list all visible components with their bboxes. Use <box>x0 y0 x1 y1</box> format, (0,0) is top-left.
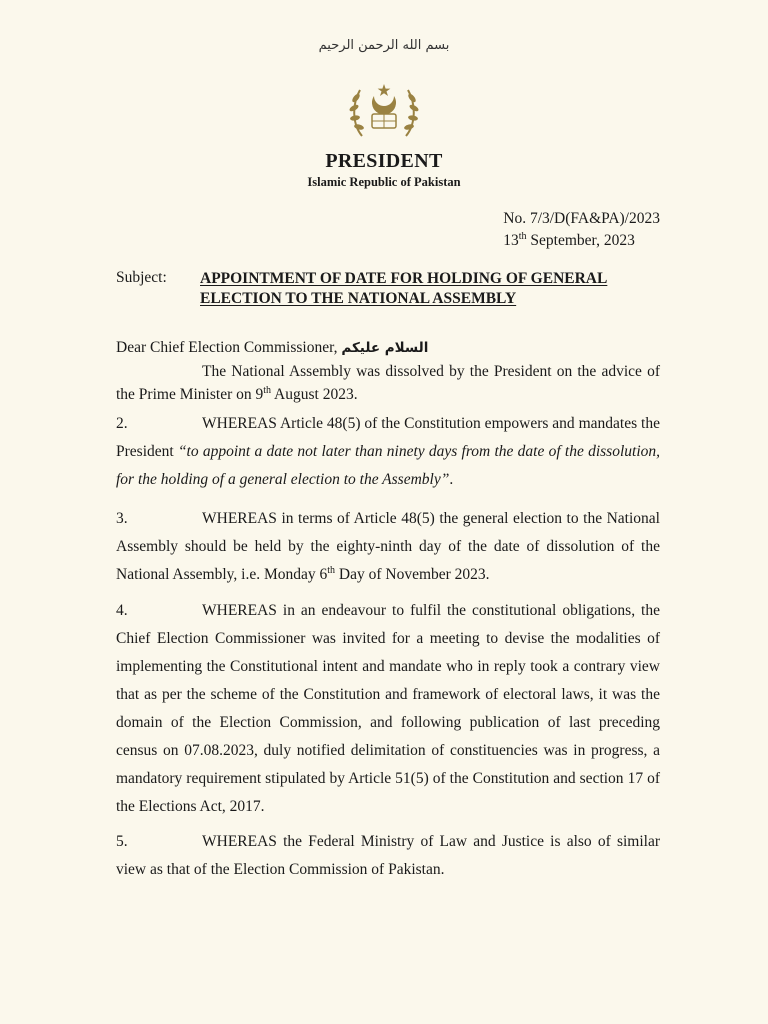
subject-text: APPOINTMENT OF DATE FOR HOLDING OF GENERAL ELECTION TO THE NATIONAL ASSEMBLY <box>200 270 608 307</box>
paragraph-number: 3. <box>116 510 128 527</box>
reference-number: No. 7/3/D(FA&PA)/2023 <box>503 210 660 227</box>
p1-text-a: The National Assembly was dissolved by the President on the advice of the Prime Minister on 9 <box>116 363 660 403</box>
p3-text-b: Day of November 2023. <box>335 566 490 583</box>
paragraph-3 <box>116 505 660 589</box>
paragraph-number: 5. <box>116 833 128 850</box>
p3-text-a: WHEREAS in terms of Article 48(5) the general election to the National Assembly should be held by the eighty-ninth day of the date of dissolution of the National Assembly, i.e. Monday 6 <box>116 510 660 583</box>
salutation <box>116 339 428 357</box>
salutation-text: Dear Chief Election Commissioner, <box>116 339 342 356</box>
state-emblem-icon <box>344 74 424 146</box>
office-subtitle: Islamic Republic of Pakistan <box>307 175 461 189</box>
paragraph-number: 4. <box>116 602 128 619</box>
p4-text: WHEREAS in an endeavour to fulfil the constitutional obligations, the Chief Election Commissioner was invited for a meeting to devise the modalities of implementing the Constitutional intent and mandate who in reply took a contrary view that as per the scheme of the Constitution and framework of electoral laws, it was the domain of the Election Commission, and following publication of last preceding census on 07.08.2023, duly notified delimitation of constituencies was in progress, a mandatory requirement stipulated by Article 51(5) of the Constitution and section 17 of the Elections Act, 2017. <box>116 602 660 815</box>
date-day: 13 <box>503 232 519 249</box>
date-rest: September, 2023 <box>526 232 635 249</box>
p1-sup: th <box>263 384 272 396</box>
reference-block <box>503 208 660 252</box>
salutation-urdu: السلام علیکم <box>341 340 429 356</box>
paragraph-4 <box>116 597 660 821</box>
reference-date <box>503 230 660 252</box>
p5-text: WHEREAS the Federal Ministry of Law and Justice is also of similar view as that of the Election Commission of Pakistan. <box>116 833 660 878</box>
paragraph-5 <box>116 828 660 884</box>
p2-quote: “to appoint a date not later than ninety days from the date of the dissolution, for the holding of a general election to the Assembly” <box>116 443 660 488</box>
paragraph-1 <box>116 360 660 406</box>
p1-text-b: August 2023. <box>271 386 358 403</box>
bismillah-header: بسم الله الرحمن الرحیم <box>318 38 450 53</box>
p3-sup: th <box>327 564 336 576</box>
date-suffix: th <box>518 230 527 242</box>
p2-text-a: WHEREAS Article 48(5) of the Constitution empowers and mandates the President <box>116 415 660 460</box>
subject-label: Subject: <box>116 269 167 286</box>
p2-text-b: . <box>449 471 454 488</box>
paragraph-2 <box>116 410 660 494</box>
paragraph-number: 2. <box>116 415 128 432</box>
office-title: PRESIDENT <box>325 150 443 172</box>
